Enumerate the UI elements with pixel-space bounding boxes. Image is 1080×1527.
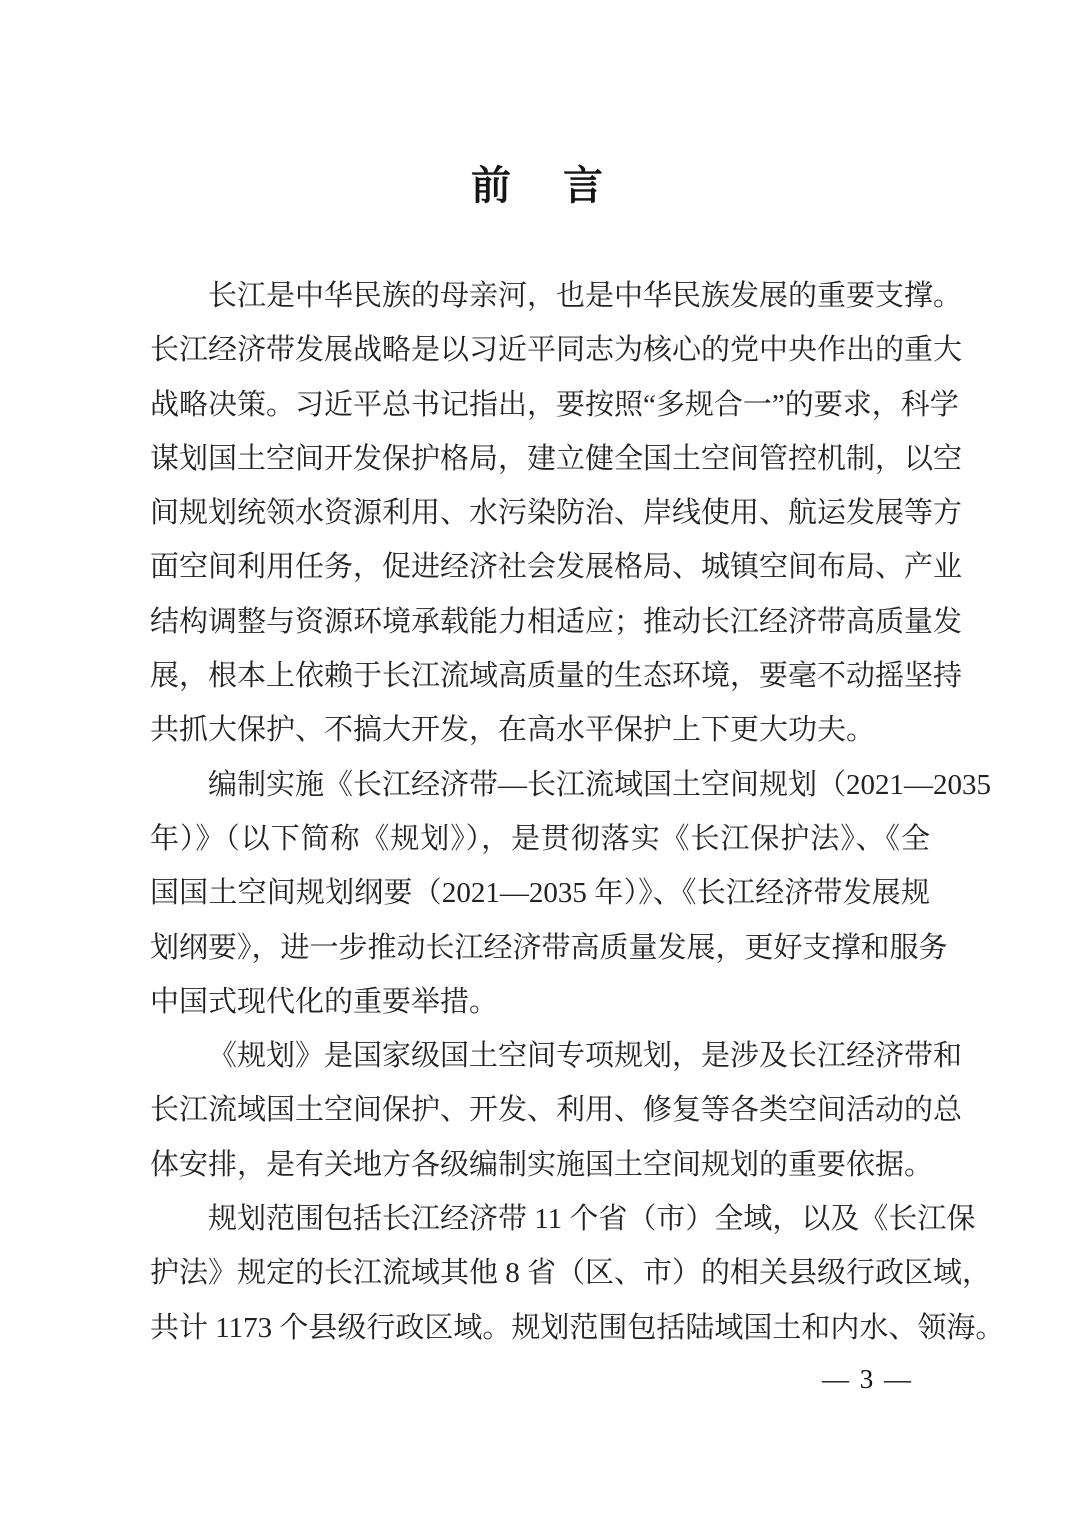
text-line: 长江流域国土空间保护、开发、利用、修复等各类空间活动的总 (150, 1094, 963, 1127)
text-line: 共计 1173 个县级行政区域。规划范围包括陆域国土和内水、领海。 (150, 1311, 1005, 1344)
text-line: 护法》规定的长江流域其他 8 省（区、市）的相关县级行政区域， (150, 1257, 992, 1290)
text-line: 战略决策。习近平总书记指出，要按照“多规合一”的要求，科学 (150, 388, 959, 421)
text-line: 面空间利用任务，促进经济社会发展格局、城镇空间布局、产业 (150, 551, 963, 584)
paragraph (150, 269, 963, 758)
text-line: 展，根本上依赖于长江流域高质量的生态环境，要毫不动摇坚持 (150, 660, 963, 693)
text-line: 结构调整与资源环境承载能力相适应；推动长江经济带高质量发 (150, 605, 963, 638)
text-line: 《规划》是国家级国土空间专项规划，是涉及长江经济带和 (208, 1040, 963, 1073)
paragraph (150, 758, 992, 1029)
text-line: 体安排，是有关地方各级编制实施国土空间规划的重要依据。 (150, 1148, 934, 1181)
text-line: 共抓大保护、不搞大开发，在高水平保护上下更大功夫。 (150, 714, 876, 747)
text-line: 长江是中华民族的母亲河，也是中华民族发展的重要支撑。 (208, 280, 963, 312)
page-number: — 3 — (822, 1364, 913, 1394)
text-line: 规划范围包括长江经济带 11 个省（市）全域，以及《长江保 (208, 1203, 976, 1236)
text-line: 长江经济带发展战略是以习近平同志为核心的党中央作出的重大 (150, 334, 963, 367)
text-line: 国国土空间规划纲要（2021—2035 年）》、《长江经济带发展规 (150, 877, 930, 910)
text-line: 划纲要》，进一步推动长江经济带高质量发展，更好支撑和服务 (150, 931, 948, 964)
text-line: 谋划国土空间开发保护格局，建立健全国土空间管控机制，以空 (150, 442, 963, 475)
document-body (150, 269, 1005, 1355)
text-line: 间规划统领水资源利用、水污染防治、岸线使用、航运发展等方 (150, 497, 963, 530)
paragraph (150, 1029, 963, 1192)
text-line: 中国式现代化的重要举措。 (150, 985, 499, 1018)
page-title: 前 言 (471, 163, 609, 208)
text-line: 编制实施《长江经济带—长江流域国土空间规划（2021—2035 (208, 768, 992, 801)
paragraph (150, 1192, 1005, 1355)
text-line: 年）》（以下简称《规划》），是贯彻落实《长江保护法》、《全 (150, 822, 930, 855)
